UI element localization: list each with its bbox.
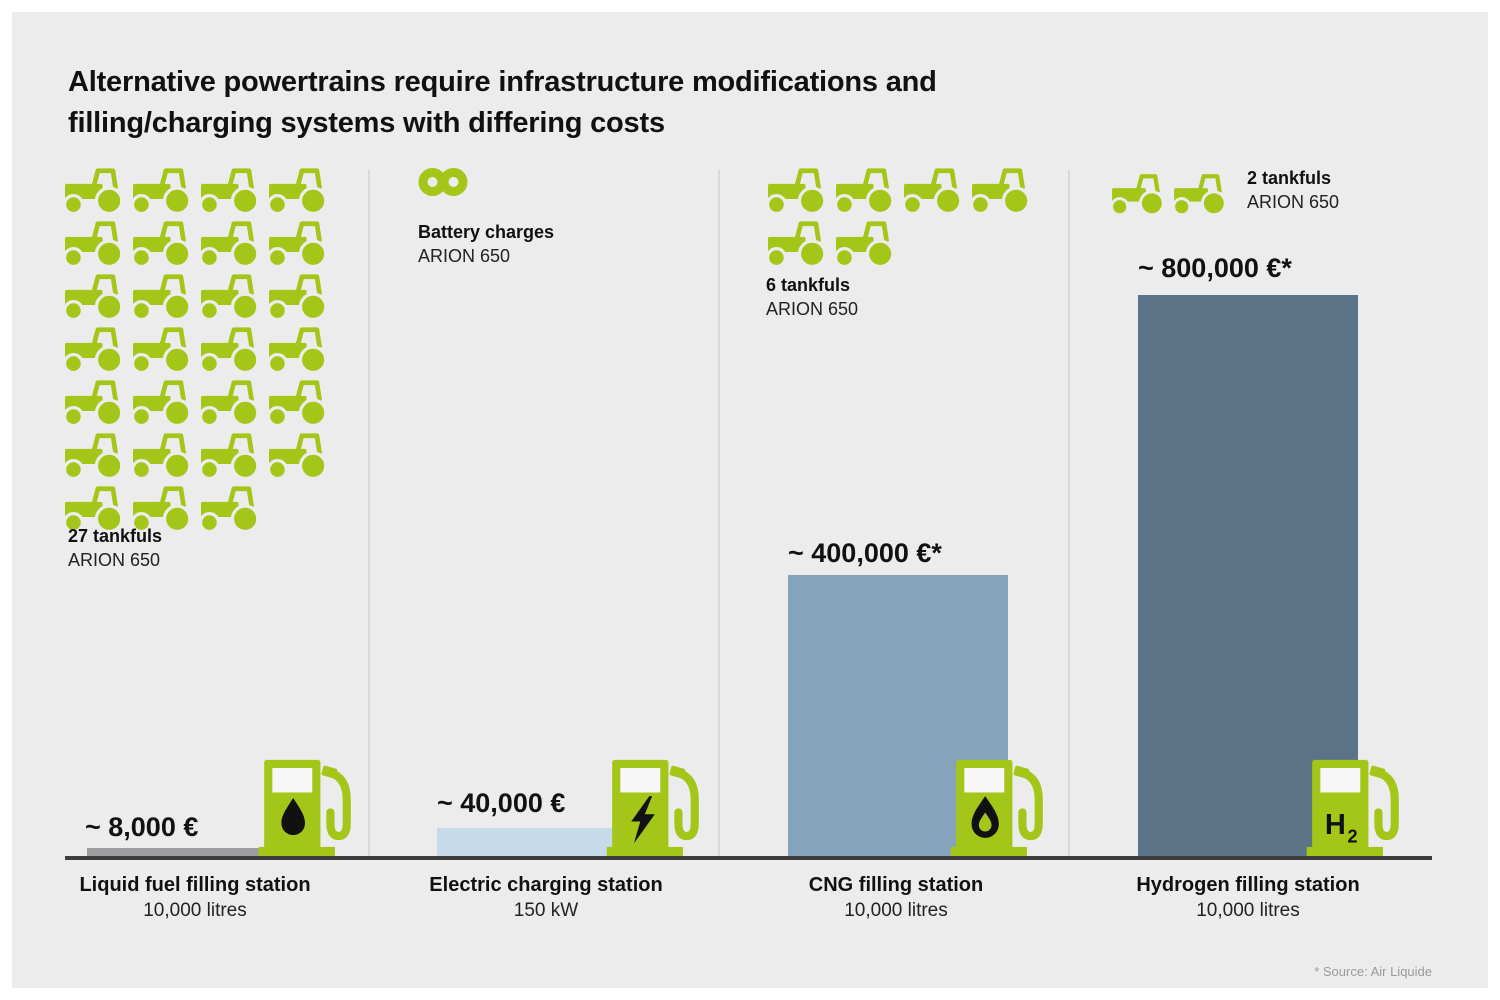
tractor-icon <box>133 431 195 480</box>
tractor-icon <box>972 166 1034 215</box>
tractor-icon <box>133 219 195 268</box>
tractor-icon <box>65 166 127 215</box>
tractor-icon <box>201 166 263 215</box>
tankfuls-count-label: 27 tankfuls <box>68 526 163 546</box>
tractor-icon <box>269 378 331 427</box>
station-name: CNG filling station <box>808 874 984 896</box>
tractor-icon <box>904 166 966 215</box>
station-name: Liquid fuel filling station <box>79 874 311 896</box>
tractor-icon <box>65 325 127 374</box>
price-label-liquid: ~ 8,000 € <box>85 812 199 842</box>
tractor-model-label: ARION 650 <box>418 246 511 266</box>
tractor-icon <box>269 325 331 374</box>
cost-bar-electric <box>437 828 617 856</box>
svg-text:2: 2 <box>1347 826 1358 847</box>
tractor-icon <box>269 431 331 480</box>
column-divider-1 <box>368 170 370 856</box>
svg-text:H: H <box>1324 809 1346 842</box>
charging-station-lightning-bolt-icon <box>606 758 700 856</box>
station-capacity: 10,000 litres <box>1196 900 1300 921</box>
station-capacity: 10,000 litres <box>143 900 247 921</box>
fuel-pump-oil-drop-icon <box>258 758 352 856</box>
station-name: Hydrogen filling station <box>1136 874 1360 896</box>
tankfuls-count-label: 2 tankfuls <box>1247 168 1332 188</box>
price-label-cng: ~ 400,000 €* <box>788 538 942 568</box>
tractor-icon <box>65 378 127 427</box>
tractor-icon <box>1112 172 1168 216</box>
cost-bar-liquid <box>87 848 265 856</box>
tractor-icon <box>768 166 830 215</box>
price-label-hydrogen: ~ 800,000 €* <box>1138 253 1292 283</box>
tankfuls-caption-hydrogen <box>1247 166 1339 214</box>
column-divider-3 <box>1068 170 1070 856</box>
tractor-icon <box>133 325 195 374</box>
column-divider-2 <box>718 170 720 856</box>
station-label-electric <box>386 872 706 924</box>
tankful-pictograph-hydrogen <box>1112 172 1242 216</box>
fuel-pump-h2-icon <box>1306 758 1400 856</box>
station-capacity: 150 kW <box>513 900 579 921</box>
tractor-model-label: ARION 650 <box>68 550 161 570</box>
source-note: * Source: Air Liquide <box>1314 964 1432 979</box>
tankfuls-caption-electric <box>418 220 554 268</box>
tractor-icon <box>201 325 263 374</box>
tractor-icon <box>65 272 127 321</box>
battery-charges-label: Battery charges <box>418 222 555 242</box>
tankfuls-caption-cng <box>766 273 858 321</box>
tractor-icon <box>201 219 263 268</box>
tractor-icon <box>65 219 127 268</box>
tractor-icon <box>201 378 263 427</box>
tractor-icon <box>269 166 331 215</box>
station-label-hydrogen <box>1088 872 1408 924</box>
station-capacity: 10,000 litres <box>844 900 948 921</box>
tractor-icon <box>269 219 331 268</box>
tractor-model-label: ARION 650 <box>1247 192 1340 212</box>
tractor-icon <box>201 272 263 321</box>
tractor-icon <box>269 272 331 321</box>
tractor-icon <box>133 378 195 427</box>
tractor-icon <box>1174 172 1230 216</box>
tankfuls-caption-liquid <box>68 524 162 572</box>
tractor-icon <box>768 219 830 268</box>
chart-baseline <box>65 856 1432 860</box>
price-label-electric: ~ 40,000 € <box>437 788 566 818</box>
tractor-icon <box>836 166 898 215</box>
tractor-icon <box>65 431 127 480</box>
tankful-pictograph-cng <box>768 166 1044 268</box>
tankful-pictograph-liquid <box>65 166 341 533</box>
page-title <box>68 62 1168 144</box>
tractor-icon <box>133 272 195 321</box>
tractor-model-label: ARION 650 <box>766 299 859 319</box>
tractor-icon <box>133 166 195 215</box>
tractor-icon <box>836 219 898 268</box>
station-name: Electric charging station <box>429 874 663 896</box>
tankfuls-count-label: 6 tankfuls <box>766 275 851 295</box>
tractor-icon <box>201 484 263 533</box>
station-label-cng <box>736 872 1056 924</box>
tractor-icon <box>201 431 263 480</box>
fuel-pump-gas-flame-icon <box>950 758 1044 856</box>
station-label-liquid <box>35 872 355 924</box>
infinity-icon <box>418 163 472 201</box>
page-title-line2: filling/charging systems with differing costs <box>68 107 665 139</box>
page-title-line1: Alternative powertrains require infrastructure modifications and <box>68 66 937 98</box>
